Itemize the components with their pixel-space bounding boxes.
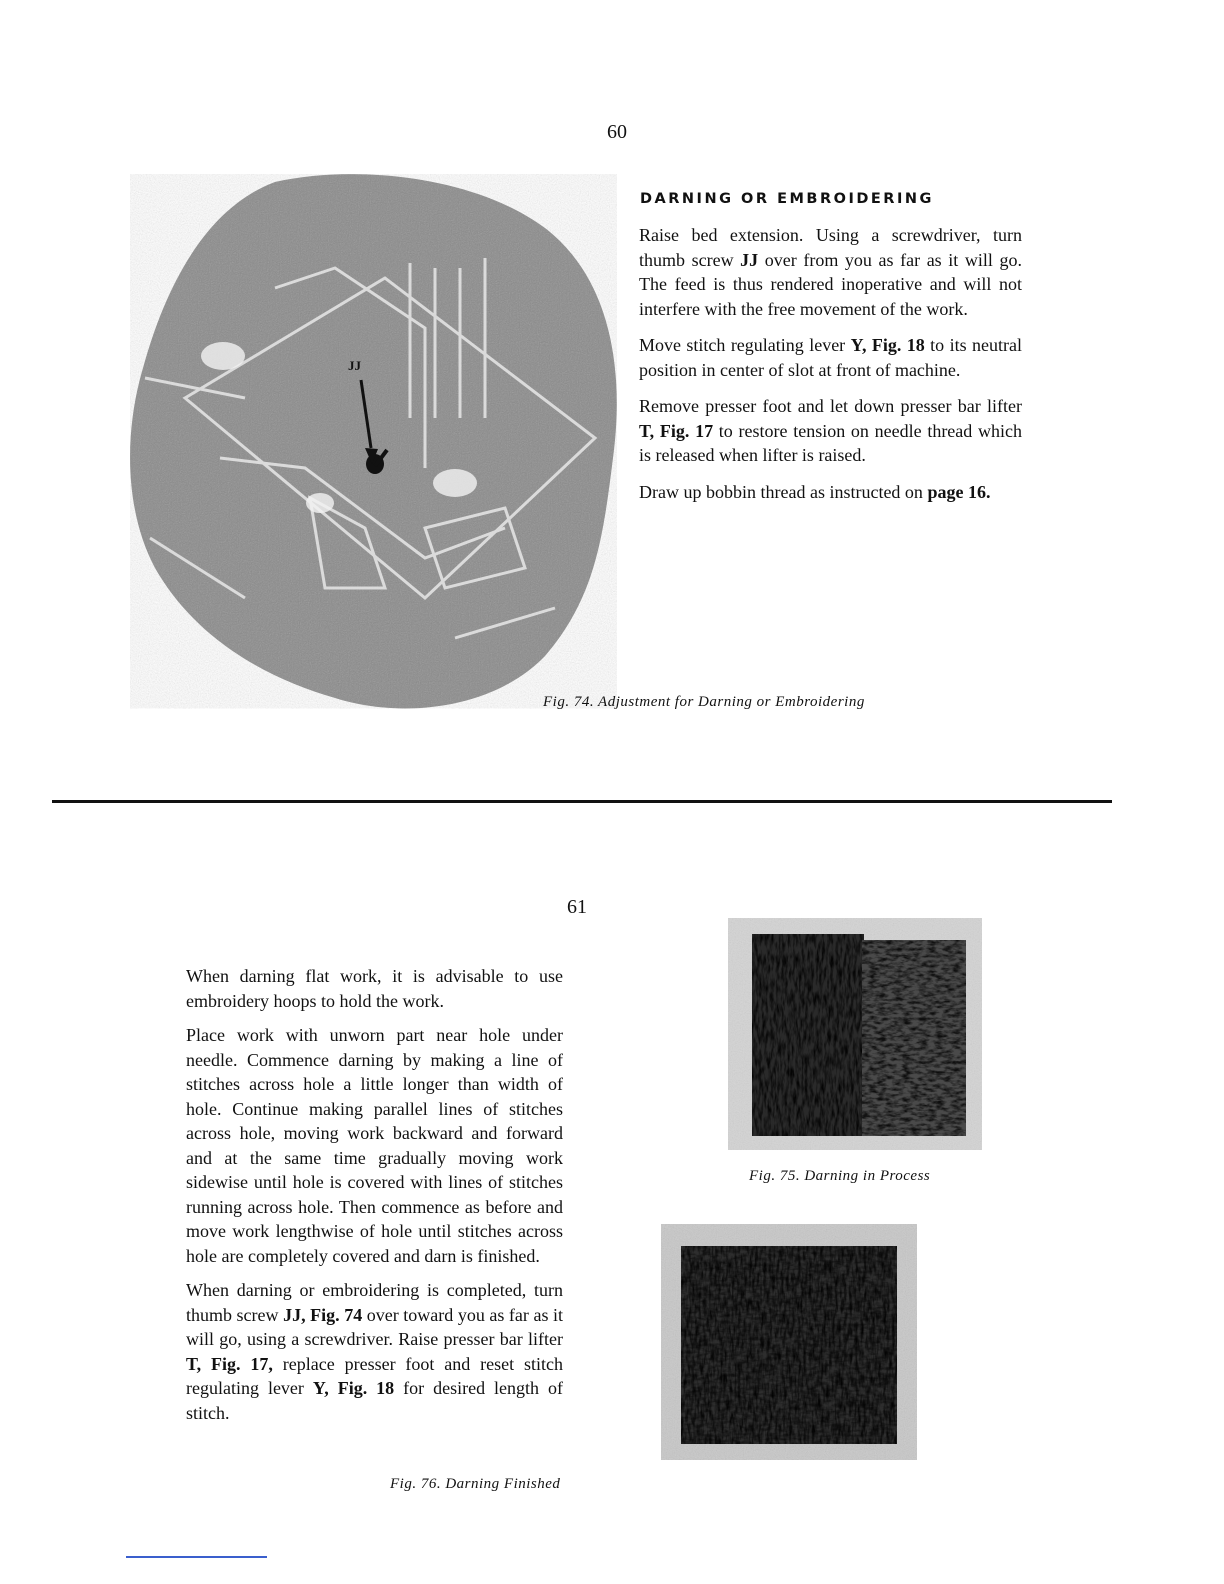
figure-74-caption: Fig. 74. Adjustment for Darning or Embroidering [543,694,865,710]
bold-reference: page 16. [927,481,991,502]
page-number: 61 [567,896,587,918]
bold-reference: JJ, Fig. 74 [283,1304,363,1325]
section-heading: DARNING OR EMBROIDERING [640,191,934,207]
page-number: 60 [607,121,627,143]
figure-76-caption: Fig. 76. Darning Finished [390,1476,561,1492]
top-body-text [639,223,1022,504]
bottom-paragraph-2: Place work with unworn part near hole under needle. Commence darning by making a line of stitches across hole a little longer than width of hole. Continue making parallel lines of stitches across hole, moving work backward and forward and at the same time gradually moving work sidewise until hole is covered with lines of stitches running across hole. Then commence as before and move work lengthwise of hole until stitches across hole are completely covered and darn is finished. [186,1025,563,1266]
top-paragraph-1: Raise bed extension. Using a screwdriver, turn thumb screw JJ over from you as far as it will go. The feed is thus rendered inoperative and will not interfere with the free movement of the work. [639,225,1022,319]
top-paragraph-4: Draw up bobbin thread as instructed on page 16. [639,481,991,502]
bold-reference: T, Fig. 17, [186,1353,273,1374]
bottom-body-text [186,964,563,1425]
bold-reference: JJ [740,249,759,270]
figure-76-darning-finished-photo [661,1224,917,1460]
top-paragraph-3: Remove presser foot and let down presser bar lifter T, Fig. 17 to restore tension on needle thread which is released when lifter is raised. [639,396,1022,465]
bold-reference: Y, Fig. 18 [850,335,925,355]
top-paragraph-2: Move stitch regulating lever Y, Fig. 18 to its neutral position in center of slot at front of machine. [639,335,1022,380]
page-divider [52,800,1112,803]
bottom-paragraph-1: When darning flat work, it is advisable to use embroidery hoops to hold the work. [186,966,563,1011]
footer-link-rule [126,1556,267,1558]
bottom-paragraph-3: When darning or embroidering is completed, turn thumb screw JJ, Fig. 74 over toward you as far as it will go, using a screwdriver. Raise presser bar lifter T, Fig. 17, replace presser foot and reset stitch regulating lever Y, Fig. 18 for desired length of stitch. [186,1280,564,1423]
bold-reference: T, Fig. 17 [639,420,714,441]
figure-75-caption: Fig. 75. Darning in Process [749,1168,931,1184]
figure-74-machine-illustration [125,168,625,716]
figure-75-darning-in-process-photo [728,918,982,1150]
bold-reference: Y, Fig. 18 [312,1378,395,1398]
figure-label-jj: JJ [348,358,361,373]
